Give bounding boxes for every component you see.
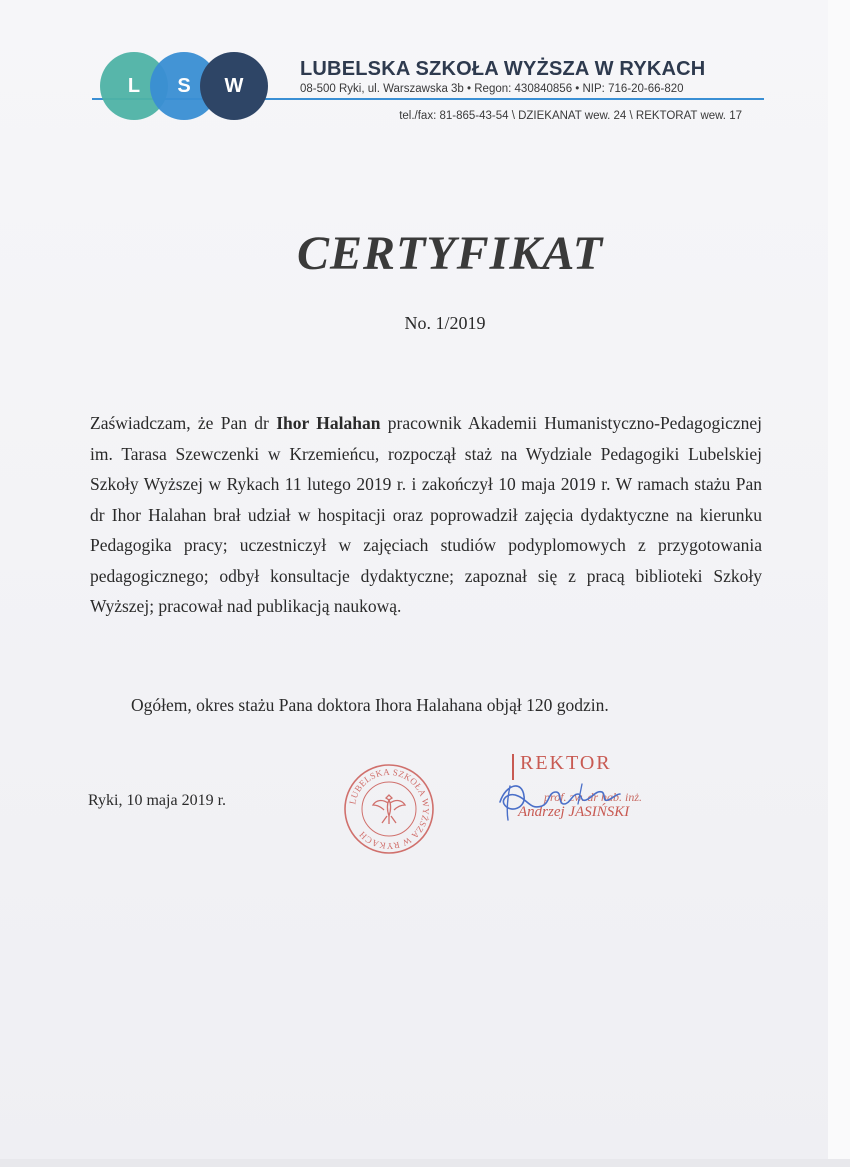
institution-name: LUBELSKA SZKOŁA WYŻSZA W RYKACH — [300, 58, 706, 80]
place-date: Ryki, 10 maja 2019 r. — [88, 792, 227, 809]
institution-contact: tel./fax: 81-865-43-54 \ DZIEKANAT wew. 24 \ REKTORAT wew. 17 — [399, 110, 742, 122]
round-seal — [343, 763, 435, 855]
body-intro: Zaświadczam, że Pan dr — [90, 413, 277, 433]
logo-circle-l: L — [100, 52, 168, 120]
seal-text: LUBELSKA SZKOŁA WYŻSZA W RYKACH — [347, 766, 432, 852]
certificate-title: CERTYFIKAT — [296, 227, 604, 280]
handwritten-signature — [490, 762, 650, 832]
lsw-logo — [100, 52, 270, 122]
body-rest: pracownik Akademii Humanistyczno-Pedagogicznej im. Tarasa Szewczenki w Krzemieńcu, rozpoczął staż na Wydziale Pedagogiki Lubelskiej Szkoły Wyższej w Rykach 11 lutego 2019 r. i zakończył 10 maja 2019 r. W ramach stażu Pan dr Ihor Halahan brał udział w hospitacji oraz poprowadził zajęcia dydaktyczne na kierunku Pedagogika pracy; uczestniczył w zajęciach studiów podyplomowych z przygotowania pedagogicznego; odbył konsultacje dydaktyczne; zapoznał się z pracą biblioteki Szkoły Wyższej; pracował nad publikacją naukową. — [90, 413, 762, 616]
rektor-stamp — [490, 750, 650, 845]
stamp-academic-title: prof. zw. dr hab. inż. — [544, 790, 643, 804]
certificate-summary: Ogółem, okres stażu Pana doktora Ihora Halahana objął 120 godzin. — [131, 695, 609, 715]
paper-edge-right — [828, 0, 850, 1167]
logo-circle-w: W — [200, 52, 268, 120]
stamp-name: Andrzej JASIŃSKI — [518, 804, 630, 820]
certificate-number: No. 1/2019 — [404, 313, 486, 333]
svg-text:LUBELSKA SZKOŁA WYŻSZA W RYKAC — [347, 767, 431, 851]
stamp-role: REKTOR — [520, 752, 612, 774]
person-name: Ihor Halahan — [276, 413, 381, 433]
eagle-emblem-icon — [373, 795, 405, 824]
certificate-body — [90, 408, 762, 622]
institution-address: 08-500 Ryki, ul. Warszawska 3b • Regon: 430840856 • NIP: 716-20-66-820 — [300, 83, 684, 95]
logo-circle-s: S — [150, 52, 218, 120]
paper-edge-bottom — [0, 1159, 850, 1167]
